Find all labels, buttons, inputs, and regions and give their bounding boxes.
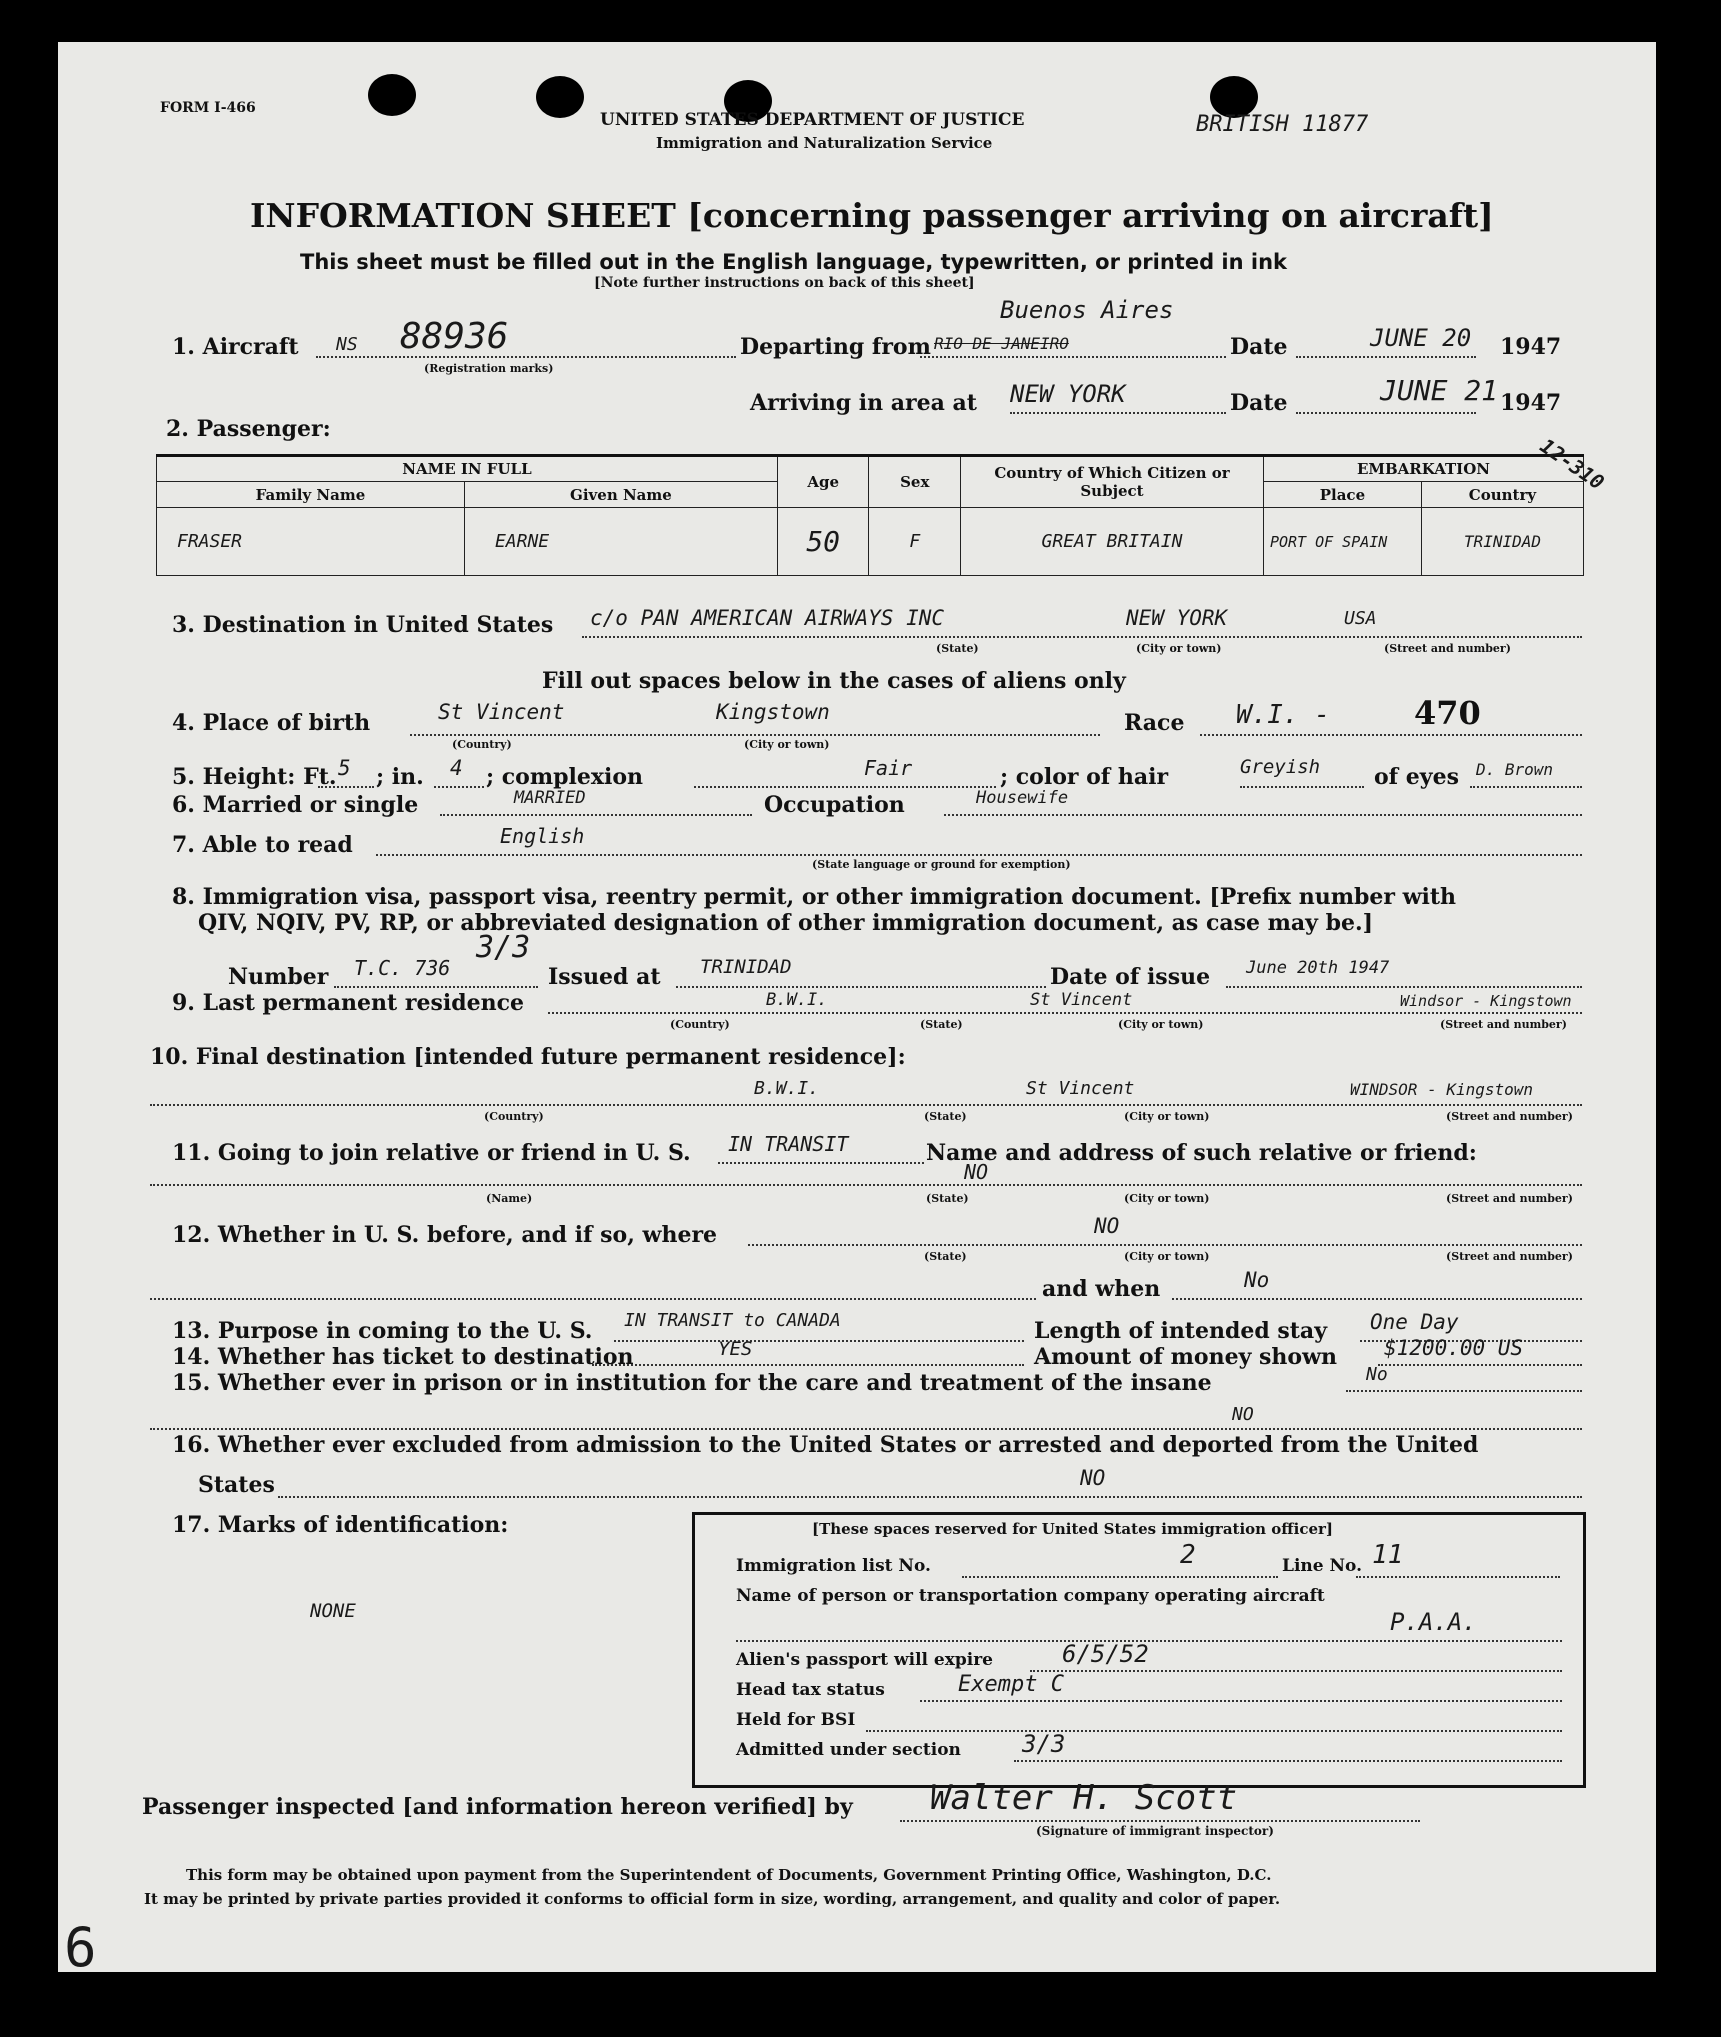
passenger-table (156, 454, 1584, 576)
footer-line-2: It may be printed by private parties provided it conforms to official form in size, wording, arrangement, and quality and color of paper. (144, 1890, 1281, 1908)
arrive-date: JUNE 21 (1380, 374, 1499, 407)
departing-value: Buenos Aires (1000, 296, 1174, 324)
join-label: 11. Going to join relative or friend in U. S. (172, 1140, 691, 1166)
depart-date: JUNE 20 (1370, 324, 1472, 352)
final-destination-label: 10. Final destination [intended future permanent residence]: (150, 1044, 906, 1070)
caption-state: (State) (920, 1018, 963, 1031)
registration-caption: (Registration marks) (424, 362, 554, 375)
passenger-stamp: 12-310 (1535, 433, 1609, 495)
height-label: 5. Height: Ft. (172, 764, 337, 790)
caption-state: (State) (924, 1250, 967, 1263)
issue-date-value: June 20th 1947 (1246, 958, 1390, 978)
height-in: 4 (450, 756, 463, 780)
race-label: Race (1124, 710, 1185, 736)
caption-street: (Street and number) (1440, 1018, 1567, 1031)
arriving-label: Arriving in area at (750, 390, 977, 416)
aircraft-number: 88936 (400, 316, 509, 357)
destination-city: NEW YORK (1126, 606, 1228, 630)
height-in-label: ; in. (376, 764, 424, 790)
place-header: Place (1263, 482, 1421, 508)
head-tax-label: Head tax status (736, 1680, 885, 1700)
ticket-label: 14. Whether has ticket to destination (172, 1344, 634, 1370)
arrive-date-label: Date (1230, 390, 1288, 416)
inspector-signature: Walter H. Scott (930, 1778, 1238, 1818)
form-title: INFORMATION SHEET [concerning passenger arriving on aircraft] (250, 196, 1494, 235)
passenger-label: 2. Passenger: (166, 416, 331, 442)
age-cell: 50 (777, 508, 869, 576)
read-label: 7. Able to read (172, 832, 353, 858)
sex-header: Sex (869, 456, 961, 508)
caption-city: (City or town) (1124, 1250, 1210, 1263)
height-ft: 5 (338, 756, 351, 780)
visa-number: T.C. 736 (354, 956, 451, 980)
punch-hole (536, 76, 584, 118)
excluded-label-2: States (198, 1472, 275, 1498)
hair-label: ; color of hair (1000, 764, 1169, 790)
final-state: St Vincent (1026, 1078, 1135, 1099)
issued-at-value: TRINIDAD (700, 956, 792, 978)
before-value: NO (1094, 1214, 1120, 1238)
prison-value: No (1366, 1364, 1388, 1385)
arrive-year: 1947 (1500, 390, 1562, 416)
caption-city: (City or town) (1118, 1018, 1204, 1031)
marks-value: NONE (310, 1600, 356, 1622)
citizenship-cell: GREAT BRITAIN (961, 508, 1264, 576)
residence-street: Windsor - Kingstown (1400, 992, 1572, 1010)
when-value: No (1244, 1268, 1270, 1292)
eyes-value: D. Brown (1476, 760, 1554, 779)
marks-label: 17. Marks of identification: (172, 1512, 509, 1538)
residence-country: B.W.I. (766, 990, 828, 1010)
passport-expire-label: Alien's passport will expire (736, 1650, 993, 1670)
excluded-label-1: 16. Whether ever excluded from admission to the United States or arrested and deported from the United (172, 1432, 1479, 1458)
caption-street: (Street and number) (1446, 1250, 1573, 1263)
prison-value-2: NO (1232, 1404, 1254, 1425)
complexion-label: ; complexion (486, 764, 644, 790)
age-header: Age (777, 456, 869, 508)
stay-label: Length of intended stay (1034, 1318, 1327, 1344)
instruction-note: [Note further instructions on back of this sheet] (594, 275, 975, 291)
aircraft-label: 1. Aircraft (172, 334, 299, 360)
race-code: 470 (1414, 694, 1481, 732)
purpose-value: IN TRANSIT to CANADA (624, 1310, 841, 1331)
depart-year: 1947 (1500, 334, 1562, 360)
when-label: and when (1042, 1276, 1161, 1302)
family-name-cell: FRASER (157, 508, 465, 576)
residence-label: 9. Last permanent residence (172, 990, 524, 1016)
sex-cell: F (869, 508, 961, 576)
birth-country: St Vincent (438, 700, 565, 724)
birth-label: 4. Place of birth (172, 710, 371, 736)
arriving-value: NEW YORK (1010, 380, 1126, 408)
embark-country-cell: TRINIDAD (1421, 508, 1583, 576)
final-country: B.W.I. (754, 1078, 820, 1099)
list-number-value: 2 (1180, 1540, 1196, 1570)
race-value: W.I. - (1236, 700, 1330, 730)
departing-label: Departing from (740, 334, 931, 360)
passport-expire-value: 6/5/52 (1062, 1640, 1149, 1668)
money-value: $1200.00 US (1384, 1336, 1524, 1360)
married-label: 6. Married or single (172, 792, 419, 818)
admitted-label: Admitted under section (736, 1740, 961, 1760)
departing-struck: RIO DE JANEIRO (934, 334, 1069, 353)
caption-street: (Street and number) (1446, 1110, 1573, 1123)
caption-street: (Street and number) (1384, 642, 1511, 655)
join-name-label: Name and address of such relative or friend: (926, 1140, 1477, 1166)
file-note: BRITISH 11877 (1196, 112, 1369, 137)
embarkation-header: EMBARKATION (1263, 456, 1583, 482)
destination-value: c/o PAN AMERICAN AIRWAYS INC (590, 606, 945, 630)
given-name-cell: EARNE (464, 508, 777, 576)
emb-country-header: Country (1421, 482, 1583, 508)
citizenship-header: Country of Which Citizen or Subject (961, 456, 1264, 508)
married-value: MARRIED (514, 788, 586, 808)
issue-date-label: Date of issue (1050, 964, 1211, 990)
company-label: Name of person or transportation company operating aircraft (736, 1586, 1325, 1606)
issued-at-label: Issued at (548, 964, 661, 990)
destination-country: USA (1344, 608, 1377, 629)
name-in-full-header: NAME IN FULL (157, 456, 778, 482)
occupation-label: Occupation (764, 792, 905, 818)
department-name: UNITED STATES DEPARTMENT OF JUSTICE (600, 110, 1025, 130)
form-number: FORM I-466 (160, 100, 256, 116)
company-value: P.A.A. (1390, 1608, 1477, 1636)
caption-country: (Country) (452, 738, 512, 751)
caption-language: (State language or ground for exemption) (812, 858, 1071, 871)
given-name-header: Given Name (464, 482, 777, 508)
caption-country: (Country) (670, 1018, 730, 1031)
service-name: Immigration and Naturalization Service (656, 134, 993, 152)
caption-state: (State) (926, 1192, 969, 1205)
caption-city: (City or town) (744, 738, 830, 751)
eyes-label: of eyes (1374, 764, 1459, 790)
official-header: [These spaces reserved for United States immigration officer] (812, 1520, 1333, 1538)
money-label: Amount of money shown (1034, 1344, 1338, 1370)
occupation-value: Housewife (976, 788, 1069, 808)
purpose-label: 13. Purpose in coming to the U. S. (172, 1318, 593, 1344)
caption-state: (State) (936, 642, 979, 655)
destination-label: 3. Destination in United States (172, 612, 554, 638)
head-tax-value: Exempt C (958, 1672, 1064, 1697)
before-label: 12. Whether in U. S. before, and if so, where (172, 1222, 718, 1248)
family-name-header: Family Name (157, 482, 465, 508)
aliens-only-header: Fill out spaces below in the cases of aliens only (542, 668, 1126, 694)
final-street: WINDSOR - Kingstown (1350, 1080, 1534, 1099)
caption-city: (City or town) (1124, 1110, 1210, 1123)
embark-place-cell: PORT OF SPAIN (1263, 508, 1421, 576)
caption-street: (Street and number) (1446, 1192, 1573, 1205)
visa-number-label: Number (228, 964, 329, 990)
complexion-value: Fair (864, 756, 913, 780)
line-number-value: 11 (1372, 1540, 1404, 1570)
caption-city: (City or town) (1124, 1192, 1210, 1205)
admitted-value: 3/3 (1022, 1730, 1066, 1758)
footer-line-1: This form may be obtained upon payment from the Superintendent of Documents, Government Printing Office, Washington, D.C. (186, 1866, 1272, 1884)
excluded-value: NO (1080, 1466, 1106, 1490)
caption-country: (Country) (484, 1110, 544, 1123)
visa-section-note: 3/3 (476, 930, 531, 965)
residence-state: St Vincent (1030, 990, 1133, 1010)
line-number-label: Line No. (1282, 1556, 1363, 1576)
join-value: IN TRANSIT (728, 1132, 849, 1156)
stay-value: One Day (1370, 1310, 1459, 1334)
depart-date-label: Date (1230, 334, 1288, 360)
hair-value: Greyish (1240, 756, 1321, 778)
caption-signature: (Signature of immigrant inspector) (1036, 1824, 1274, 1838)
prison-label: 15. Whether ever in prison or in institution for the care and treatment of the insane (172, 1370, 1212, 1396)
punch-hole (368, 74, 416, 116)
join-name-value: NO (964, 1160, 989, 1184)
page-mark: 6 (64, 1916, 97, 1979)
read-value: English (500, 824, 585, 848)
visa-label-1: 8. Immigration visa, passport visa, reentry permit, or other immigration document. [Prefix number with (172, 884, 1457, 910)
visa-label-2: QIV, NQIV, PV, RP, or abbreviated designation of other immigration document, as case may be.] (198, 910, 1374, 936)
list-number-label: Immigration list No. (736, 1556, 931, 1576)
held-bsi-label: Held for BSI (736, 1710, 856, 1730)
birth-city: Kingstown (716, 700, 830, 724)
aircraft-prefix: NS (336, 334, 358, 355)
inspected-label: Passenger inspected [and information hereon verified] by (142, 1794, 853, 1820)
instruction-line: This sheet must be filled out in the English language, typewritten, or printed in ink (300, 250, 1287, 274)
caption-name: (Name) (486, 1192, 533, 1205)
caption-state: (State) (924, 1110, 967, 1123)
ticket-value: YES (718, 1338, 753, 1360)
caption-city: (City or town) (1136, 642, 1222, 655)
